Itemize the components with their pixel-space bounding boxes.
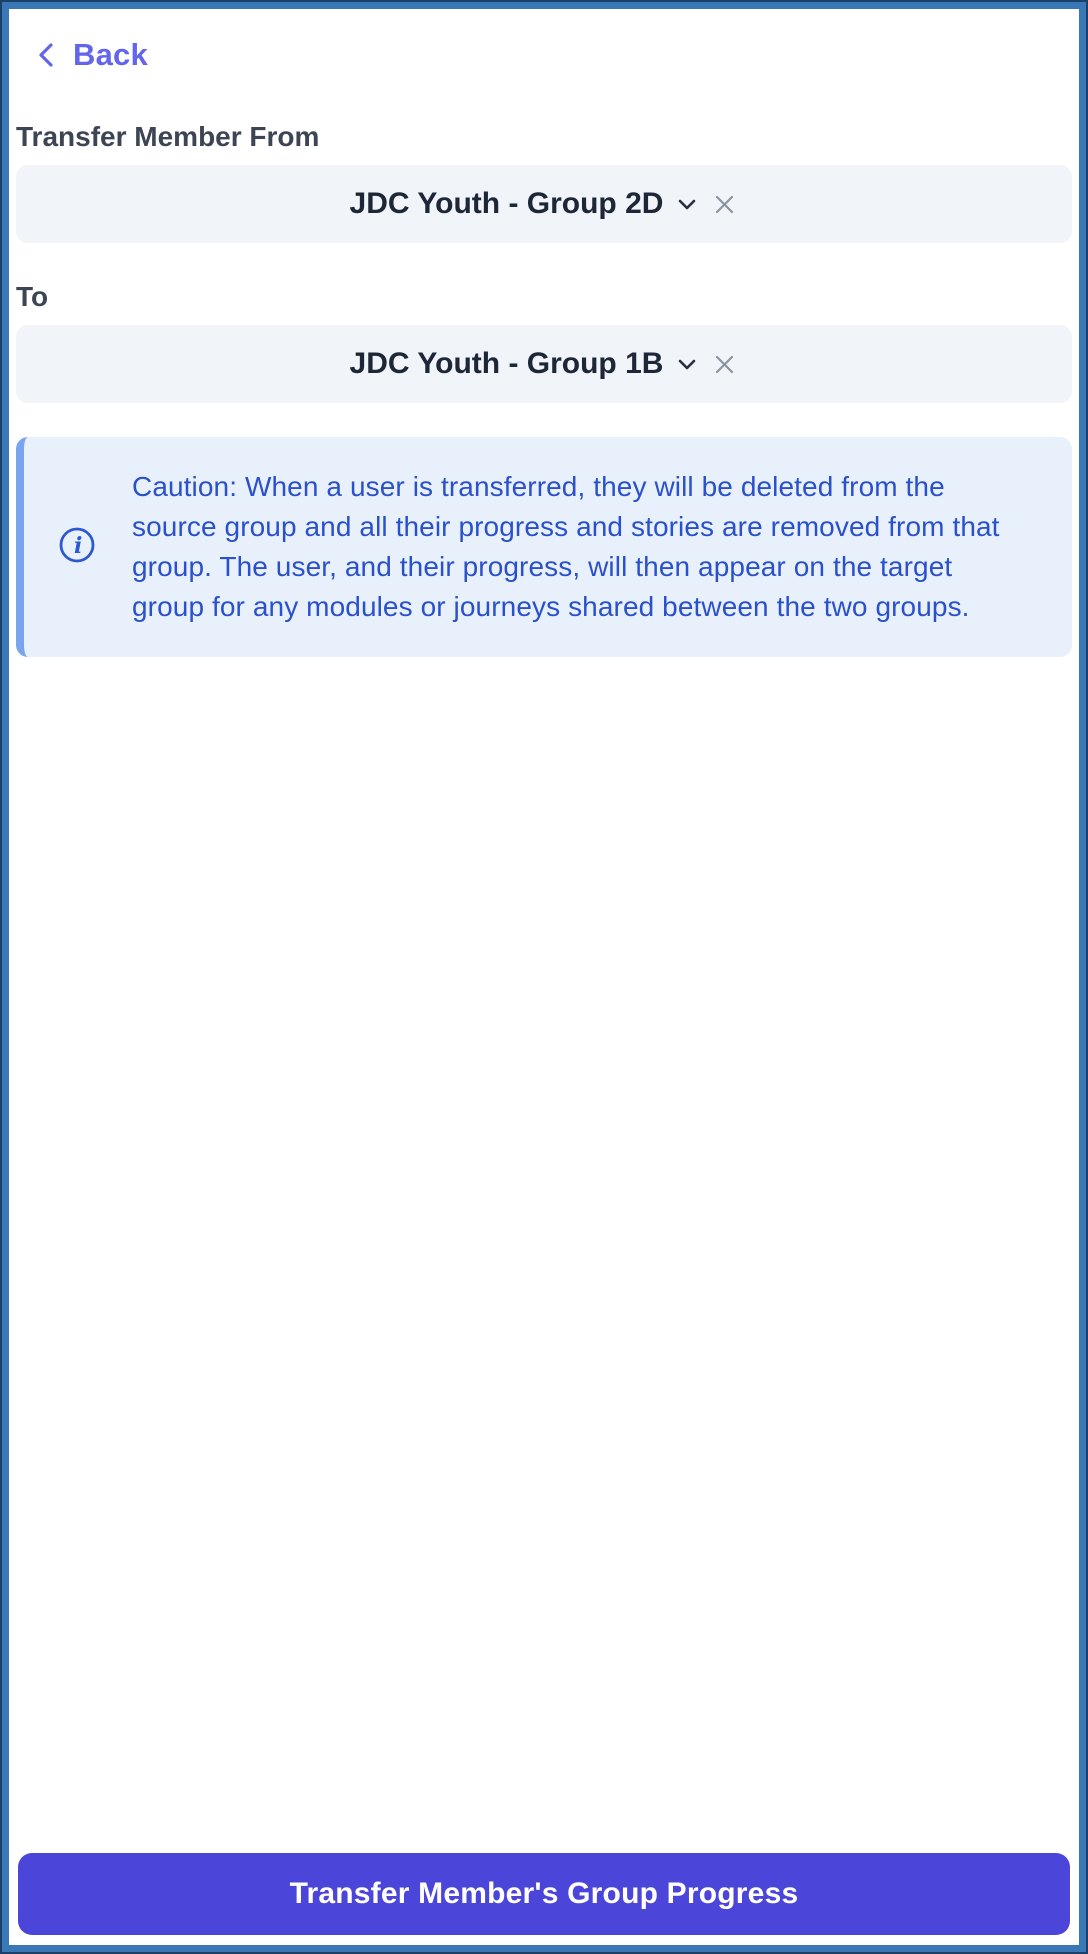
from-select[interactable] (16, 165, 1072, 243)
to-label: To (16, 281, 49, 312)
svg-text:i: i (74, 532, 83, 559)
caution-banner (16, 437, 1072, 657)
chevron-down-icon[interactable] (674, 191, 700, 217)
back-button[interactable] (33, 37, 148, 73)
caution-text (132, 467, 1000, 627)
to-select[interactable] (16, 325, 1072, 403)
clear-icon[interactable] (711, 351, 738, 378)
transfer-member-screen (9, 9, 1079, 1945)
clear-icon[interactable] (711, 191, 738, 218)
caution-line: group for any modules or journeys shared between the two groups. (132, 591, 970, 622)
chevron-left-icon (33, 40, 61, 70)
from-select-value: JDC Youth - Group 2D (349, 187, 664, 220)
caution-line: group. The user, and their progress, will then appear on the target (132, 551, 953, 582)
caution-line: Caution: When a user is transferred, they will be deleted from the (132, 471, 945, 502)
back-label: Back (73, 37, 148, 72)
from-label: Transfer Member From (16, 121, 320, 152)
info-icon (58, 526, 96, 569)
transfer-progress-button[interactable]: Transfer Member's Group Progress (18, 1853, 1070, 1935)
to-select-value: JDC Youth - Group 1B (349, 347, 664, 380)
caution-line: source group and all their progress and stories are removed from that (132, 511, 1000, 542)
chevron-down-icon[interactable] (674, 351, 700, 377)
empty-space (16, 657, 1072, 1853)
